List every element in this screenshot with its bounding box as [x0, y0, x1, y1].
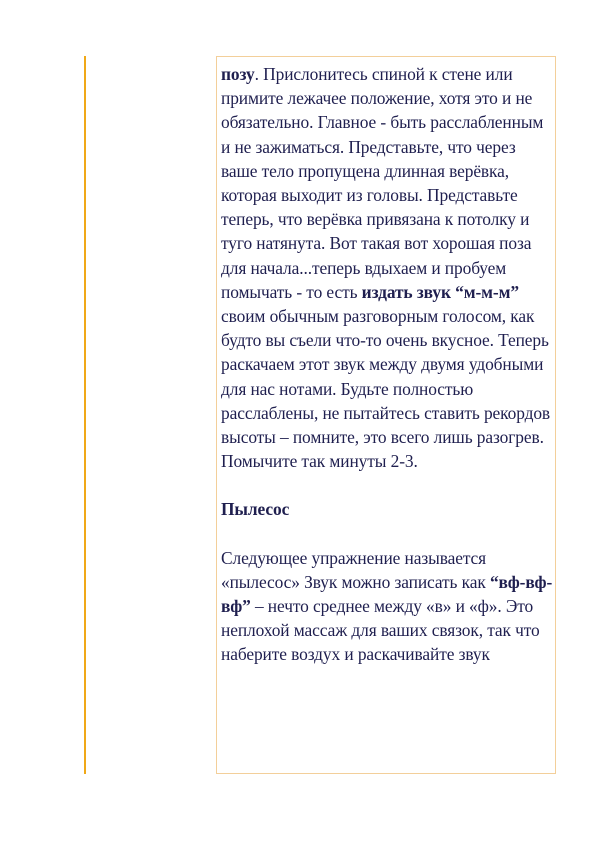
paragraph-pose — [221, 62, 555, 473]
bold-phrase-hum: издать звук “м-м-м” — [361, 281, 519, 302]
document-text-column — [221, 62, 555, 667]
paragraph-pose-text-2: своим обычным разговорным голосом, как будто вы съели что-то очень вкусное. Теперь раскачаем этот звук между двумя удобными для нас нотами. Будьте полностью расслаблены, не пытайтесь ставить рекордов высоты – помните, это всего лишь разогрев. Помычите так минуты 2-3. — [221, 306, 551, 472]
left-margin-rule — [84, 56, 86, 774]
paragraph-vacuum-text-2: – нечто среднее между «в» и «ф». Это неплохой массаж для ваших связок, так что наберите воздух и раскачивайте звук — [221, 596, 540, 665]
bold-phrase-pose: позу — [221, 64, 255, 84]
paragraph-vacuum — [221, 546, 555, 667]
bold-phrase-vf: “вф-вф-вф” — [221, 571, 553, 617]
section-heading-vacuum: Пылесос — [221, 499, 290, 520]
paragraph-pose-text-1: . Прислонитесь спиной к стене или примите лежачее положение, хотя это и не обязательно. Главное - быть расслабленным и не зажиматься. Представьте, что через ваше тело пропущена длинная верёвка, которая выходит из головы. Представьте теперь, что верёвка привязана к потолку и туго натянута. Вот такая вот хорошая поза для начала...теперь вдыхаем и пробуем помычать - то есть — [221, 64, 544, 302]
paragraph-vacuum-text-1: Следующее упражнение называется «пылесос» Звук можно записать как — [221, 547, 490, 592]
